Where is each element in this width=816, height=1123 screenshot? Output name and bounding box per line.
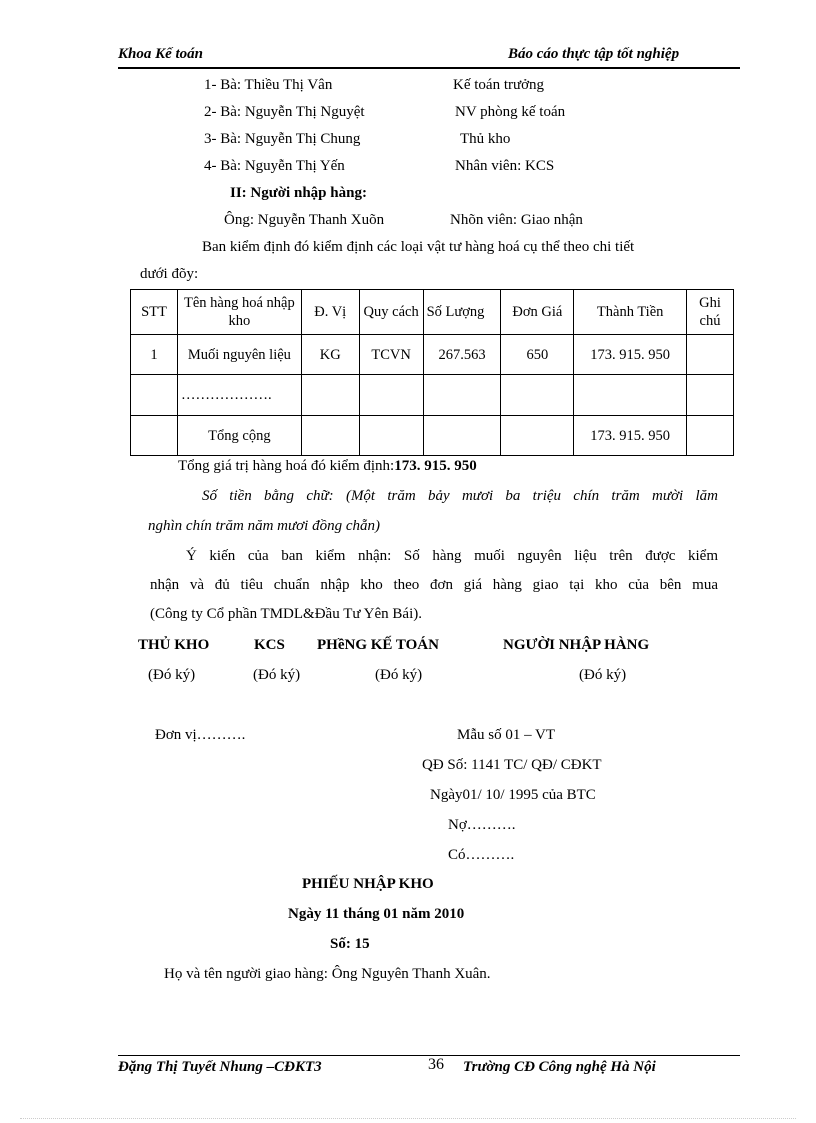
table-cell: 173. 915. 950 bbox=[574, 335, 687, 375]
committee-member-2: 2- Bà: Nguyễn Thị Nguyệt bbox=[204, 104, 365, 120]
signature-title: KCS bbox=[254, 637, 285, 653]
header-right: Báo cáo thực tập tốt nghiệp bbox=[508, 46, 680, 62]
signature-title: PHềNG KẾ TOÁN bbox=[317, 637, 439, 653]
col-header: STT bbox=[131, 290, 178, 335]
header-rule bbox=[118, 67, 740, 69]
total-label: Tổng cộng bbox=[177, 416, 301, 456]
committee-role-2: NV phòng kế toán bbox=[455, 104, 566, 120]
table-cell: 650 bbox=[501, 335, 574, 375]
footer-page-number: 36 bbox=[428, 1056, 444, 1073]
form-debit: Nợ………. bbox=[448, 817, 516, 833]
importer-role: Nhõn viên: Giao nhận bbox=[450, 212, 583, 228]
signature-note: (Đó ký) bbox=[148, 667, 196, 683]
opinion-line-2: nhận và đủ tiêu chuẩn nhập kho theo đơn giá hàng giao tại kho của bên mua bbox=[150, 577, 718, 593]
committee-member-3: 3- Bà: Nguyễn Thị Chung bbox=[204, 131, 361, 147]
table-cell: 1 bbox=[131, 335, 178, 375]
table-cell: 267.563 bbox=[423, 335, 501, 375]
total-summary bbox=[178, 458, 477, 475]
goods-table bbox=[130, 289, 734, 456]
committee-member-1: 1- Bà: Thiều Thị Vân bbox=[204, 77, 333, 93]
col-header: Số Lượng bbox=[423, 290, 501, 335]
amount-in-words-2: nghìn chín trăm năm mươi đồng chẵn) bbox=[148, 518, 381, 534]
form-credit: Có………. bbox=[448, 847, 515, 863]
total-summary-value: 173. 915. 950 bbox=[394, 458, 477, 474]
col-header: Ghi chú bbox=[687, 290, 734, 335]
signature-note: (Đó ký) bbox=[375, 667, 423, 683]
form-deliverer: Họ và tên người giao hàng: Ông Nguyên Thanh Xuân. bbox=[164, 966, 491, 982]
form-date: Ngày 11 tháng 01 năm 2010 bbox=[288, 906, 465, 922]
total-summary-label: Tổng giá trị hàng hoá đó kiểm định: bbox=[178, 458, 395, 474]
importer-heading: II: Người nhập hàng: bbox=[230, 185, 367, 201]
opinion-line-3: (Công ty Cổ phần TMDL&Đầu Tư Yên Bái). bbox=[150, 606, 422, 622]
form-number: Số: 15 bbox=[330, 936, 370, 952]
table-cell: ………………. bbox=[177, 375, 301, 416]
signature-title: THỦ KHO bbox=[138, 637, 210, 653]
form-unit: Đơn vị………. bbox=[155, 727, 246, 743]
amount-in-words-1: Số tiền bằng chữ: (Một trăm bảy mươi ba triệu chín trăm mười lăm bbox=[202, 488, 718, 504]
footer-school: Trường CĐ Công nghệ Hà Nội bbox=[463, 1059, 656, 1075]
committee-role-4: Nhân viên: KCS bbox=[455, 158, 555, 174]
page-edge bbox=[20, 1118, 796, 1119]
col-header: Đ. Vị bbox=[301, 290, 359, 335]
table-total-row bbox=[131, 416, 734, 456]
footer-author: Đặng Thị Tuyết Nhung –CĐKT3 bbox=[118, 1059, 322, 1075]
table-row bbox=[131, 335, 734, 375]
col-header: Thành Tiền bbox=[574, 290, 687, 335]
table-row bbox=[131, 375, 734, 416]
form-template: Mẫu số 01 – VT bbox=[457, 727, 556, 743]
form-date-issued: Ngày01/ 10/ 1995 của BTC bbox=[430, 787, 596, 803]
opinion-line-1: Ý kiến của ban kiểm nhận: Số hàng muối nguyên liệu trên được kiểm bbox=[186, 548, 718, 564]
form-title: PHIẾU NHẬP KHO bbox=[302, 876, 434, 892]
total-value: 173. 915. 950 bbox=[574, 416, 687, 456]
table-cell bbox=[687, 335, 734, 375]
col-header: Tên hàng hoá nhập kho bbox=[177, 290, 301, 335]
intro-line-2: dưới đõy: bbox=[140, 266, 199, 282]
signature-title: NGƯỜI NHẬP HÀNG bbox=[503, 637, 650, 653]
signature-note: (Đó ký) bbox=[579, 667, 627, 683]
importer-name: Ông: Nguyễn Thanh Xuõn bbox=[224, 212, 385, 228]
table-cell: KG bbox=[301, 335, 359, 375]
table-cell: Muối nguyên liệu bbox=[177, 335, 301, 375]
form-decision: QĐ Số: 1141 TC/ QĐ/ CĐKT bbox=[422, 757, 602, 773]
col-header: Đơn Giá bbox=[501, 290, 574, 335]
committee-role-3: Thủ kho bbox=[460, 131, 511, 147]
header-left: Khoa Kế toán bbox=[118, 46, 204, 62]
table-header-row bbox=[131, 290, 734, 335]
col-header: Quy cách bbox=[359, 290, 423, 335]
committee-role-1: Kế toán trưởng bbox=[453, 77, 545, 93]
signature-note: (Đó ký) bbox=[253, 667, 301, 683]
table-cell: TCVN bbox=[359, 335, 423, 375]
intro-line-1: Ban kiểm định đó kiểm định các loại vật tư hàng hoá cụ thể theo chi tiết bbox=[202, 239, 635, 255]
committee-member-4: 4- Bà: Nguyễn Thị Yến bbox=[204, 158, 345, 174]
